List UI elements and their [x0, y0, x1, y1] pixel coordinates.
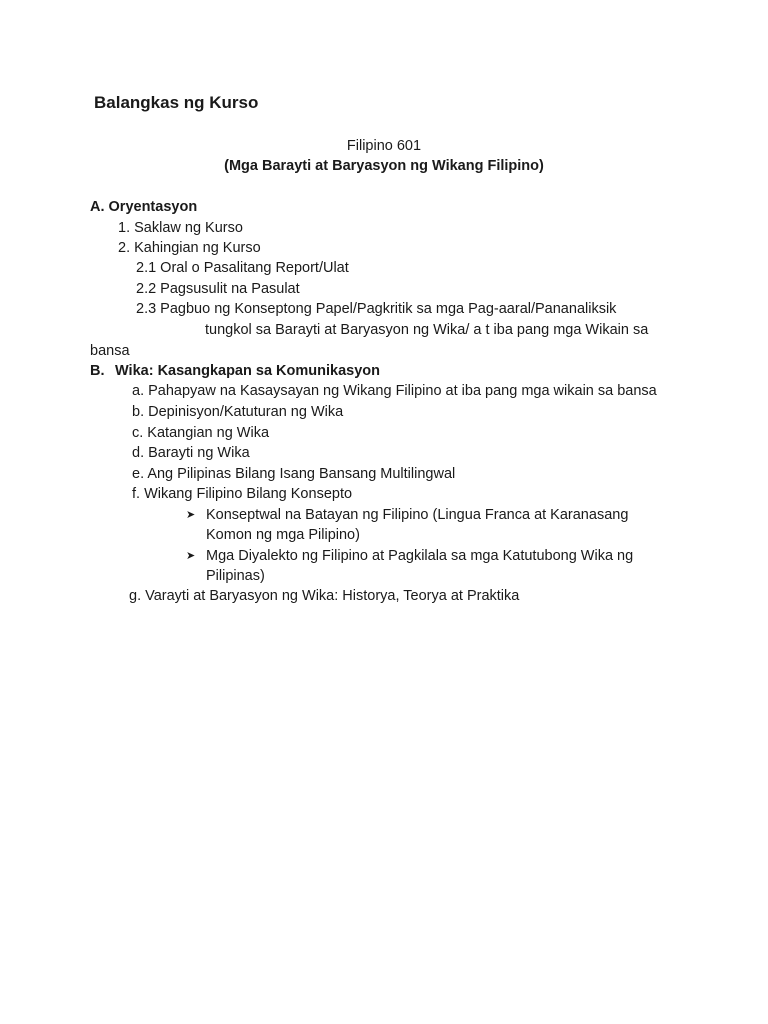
course-title: (Mga Barayti at Baryasyon ng Wikang Filipino) [224, 158, 544, 174]
list-item: g. Varayti at Baryasyon ng Wika: Historya, Teorya at Praktika [129, 588, 520, 604]
sub-item-continuation: bansa [90, 343, 130, 359]
sub-item-continuation: tungkol sa Barayti at Baryasyon ng Wika/ a t iba pang mga Wikain sa [205, 322, 649, 338]
list-item: c. Katangian ng Wika [132, 425, 270, 441]
course-code: Filipino 601 [346, 138, 422, 154]
section-a-heading: A. Oryentasyon [90, 199, 198, 215]
arrowhead-bullet-icon: ➤ [186, 509, 196, 521]
section-b-letter: B. [90, 363, 105, 379]
sub-item: 2.3 Pagbuo ng Konseptong Papel/Pagkritik sa mga Pag-aaral/Pananaliksik [136, 301, 617, 317]
bullet-item-line: Komon ng mga Pilipino) [206, 527, 360, 543]
list-item: e. Ang Pilipinas Bilang Isang Bansang Multilingwal [132, 466, 456, 482]
section-b-heading: Wika: Kasangkapan sa Komunikasyon [115, 363, 380, 379]
bullet-item-line: Pilipinas) [206, 568, 265, 584]
bullet-item-line: Konseptwal na Batayan ng Filipino (Lingua Franca at Karanasang [206, 507, 629, 523]
sub-item: 2.1 Oral o Pasalitang Report/Ulat [136, 260, 349, 276]
list-item: a. Pahapyaw na Kasaysayan ng Wikang Filipino at iba pang mga wikain sa bansa [132, 383, 657, 399]
list-item: 1. Saklaw ng Kurso [118, 220, 243, 236]
sub-item: 2.2 Pagsusulit na Pasulat [136, 281, 300, 297]
page-title: Balangkas ng Kurso [94, 93, 259, 112]
list-item: f. Wikang Filipino Bilang Konsepto [132, 486, 353, 502]
list-item: 2. Kahingian ng Kurso [118, 240, 261, 256]
list-item: d. Barayti ng Wika [132, 445, 250, 461]
bullet-item-line: Mga Diyalekto ng Filipino at Pagkilala sa mga Katutubong Wika ng [206, 548, 634, 564]
list-item: b. Depinisyon/Katuturan ng Wika [132, 404, 344, 420]
arrowhead-bullet-icon: ➤ [186, 550, 196, 562]
